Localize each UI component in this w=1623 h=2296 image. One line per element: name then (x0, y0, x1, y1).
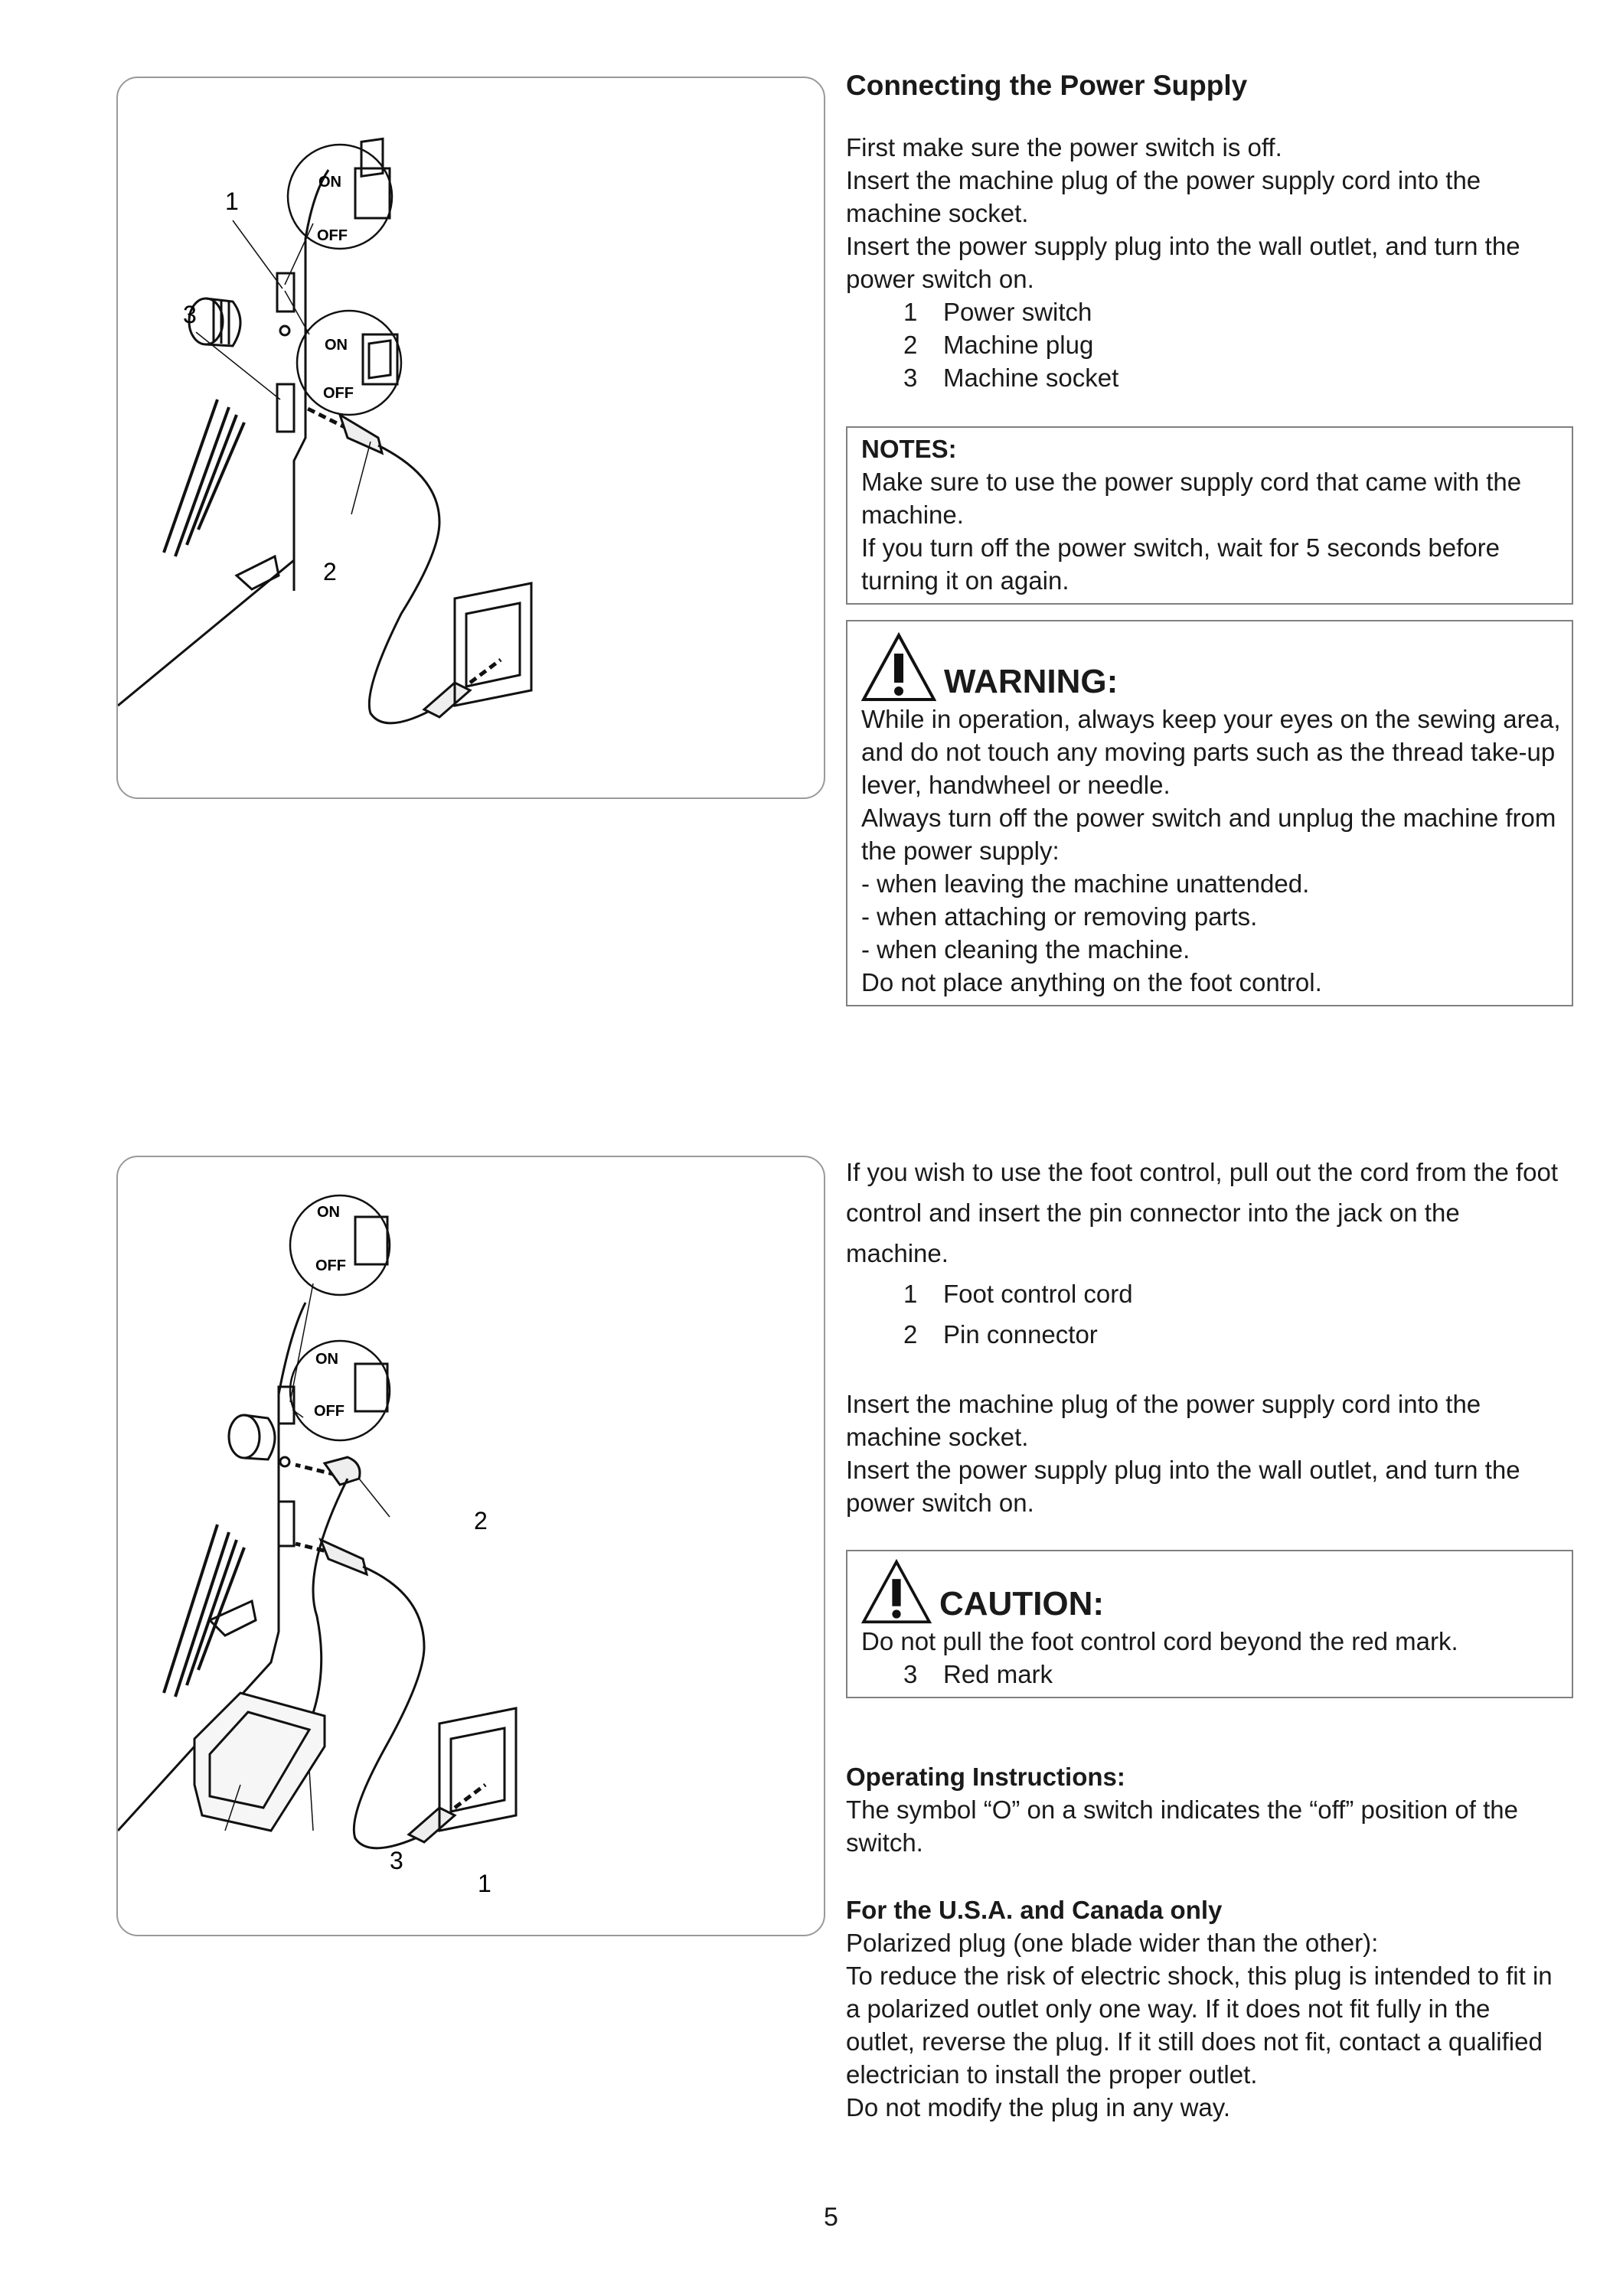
figure-foot-control-connection (116, 1156, 825, 1936)
fig2-switch-off-label-2: OFF (314, 1403, 345, 1420)
list-item-label: Machine plug (943, 331, 1094, 359)
section-connecting-power (846, 69, 1558, 394)
paragraph: Insert the machine plug of the power supply cord into the machine socket. (846, 166, 1481, 227)
foot-control-icon (194, 1693, 325, 1831)
fig2-switch-on-label-2: ON (315, 1351, 338, 1368)
list-item-label: Red mark (943, 1660, 1053, 1688)
list-item-label: Foot control cord (943, 1280, 1133, 1308)
caution-title: CAUTION: (939, 1585, 1105, 1623)
section-usa-canada (846, 1893, 1558, 2124)
machine-body-outline (118, 170, 328, 706)
paragraph: First make sure the power switch is off. (846, 133, 1282, 161)
warning-line: Do not place anything on the foot control. (861, 968, 1322, 996)
section-foot-control (846, 1152, 1558, 1355)
bracket-shape (210, 1601, 256, 1636)
machine-plug-icon (340, 415, 382, 453)
caution-box (846, 1550, 1573, 1698)
power-cord (354, 1567, 432, 1848)
warning-title: WARNING: (944, 663, 1118, 700)
section-heading: Connecting the Power Supply (846, 70, 1248, 101)
handwheel-knob-icon (189, 298, 240, 346)
notes-line: If you turn off the power switch, wait for 5 seconds before turning it on again. (861, 533, 1500, 595)
switch-off-zoom-circle (290, 1195, 390, 1295)
list-item-number: 2 (903, 331, 918, 359)
foot-control-illustration (118, 1157, 824, 1935)
list-item (861, 1658, 1564, 1691)
machine-socket-slot (277, 384, 294, 432)
caution-triangle-icon (861, 1559, 932, 1625)
figure-power-connection (116, 77, 825, 799)
warning-header (861, 626, 1564, 703)
list-item-number: 3 (903, 1660, 918, 1688)
fig1-switch-off-label-2: OFF (323, 385, 354, 402)
switch-detail-off (355, 1217, 387, 1264)
list-item (903, 361, 1558, 394)
list-item (903, 1274, 1558, 1314)
fig2-switch-on-label: ON (317, 1204, 340, 1221)
fig1-switch-off-label: OFF (317, 227, 348, 244)
fig2-callout-3: 3 (390, 1847, 403, 1874)
parts-list (846, 295, 1558, 394)
power-connection-illustration (118, 78, 824, 797)
list-item-label: Power switch (943, 298, 1092, 326)
list-item-label: Machine socket (943, 364, 1119, 392)
wall-plug-icon (424, 683, 470, 717)
paragraph: Do not modify the plug in any way. (846, 2093, 1230, 2122)
pin-connector-icon (325, 1457, 360, 1485)
fig1-callout-2: 2 (323, 558, 337, 585)
wall-plug-icon (409, 1808, 455, 1842)
warning-line: - when leaving the machine unattended. (861, 869, 1310, 898)
list-item-number: 3 (903, 364, 918, 392)
notes-box (846, 426, 1573, 605)
fig1-callout-3: 3 (183, 301, 197, 328)
jack-hole (280, 326, 289, 335)
warning-box (846, 620, 1573, 1006)
warning-line: - when cleaning the machine. (861, 935, 1190, 964)
switch-detail-on (355, 1364, 387, 1411)
paragraph: Insert the power supply plug into the wall outlet, and turn the power switch on. (846, 232, 1520, 293)
list-item-number: 1 (903, 1280, 918, 1308)
section-operating-instructions (846, 1760, 1558, 1859)
machine-hatching (164, 400, 244, 556)
paragraph: Insert the machine plug of the power supply cord into the machine socket. (846, 1390, 1481, 1451)
paragraph: Polarized plug (one blade wider than the other): (846, 1929, 1379, 1957)
warning-triangle-icon (861, 632, 936, 703)
list-item (903, 328, 1558, 361)
warning-line: - when attaching or removing parts. (861, 902, 1258, 931)
usa-heading: For the U.S.A. and Canada only (846, 1896, 1223, 1924)
handwheel-knob-icon (229, 1415, 275, 1459)
machine-socket-slot (279, 1502, 294, 1546)
list-item (903, 295, 1558, 328)
fig2-callout-2: 2 (474, 1507, 488, 1534)
jack-hole (280, 1457, 289, 1466)
switch-on-zoom-circle (290, 1341, 390, 1440)
fig2-switch-off-label: OFF (315, 1257, 346, 1274)
caution-line: Do not pull the foot control cord beyond the red mark. (861, 1627, 1458, 1655)
foot-control-parts-list (846, 1274, 1558, 1355)
caution-header (861, 1556, 1564, 1625)
fig1-switch-on-label-2: ON (325, 337, 348, 354)
notes-title: NOTES: (861, 435, 957, 463)
warning-line: Always turn off the power switch and unplug the machine from the power supply: (861, 804, 1556, 865)
notes-line: Make sure to use the power supply cord that came with the machine. (861, 468, 1522, 529)
machine-plug-icon (321, 1540, 367, 1574)
fig1-switch-on-label: ON (318, 174, 341, 191)
list-item-label: Pin connector (943, 1320, 1098, 1349)
list-item (903, 1314, 1558, 1355)
operating-heading: Operating Instructions: (846, 1763, 1125, 1791)
bracket-shape (237, 556, 279, 589)
page-number: 5 (824, 2203, 838, 2232)
paragraph: Insert the power supply plug into the wall outlet, and turn the power switch on. (846, 1456, 1520, 1517)
list-item-number: 1 (903, 298, 918, 326)
power-cord (369, 445, 439, 723)
paragraph: If you wish to use the foot control, pull out the cord from the foot control and insert the pin connector into the jack on the machine. (846, 1158, 1559, 1267)
fig1-callout-1: 1 (225, 188, 239, 215)
warning-line: While in operation, always keep your eyes on the sewing area, and do not touch any moving parts such as the thread take-up lever, handwheel or needle. (861, 705, 1561, 799)
paragraph: The symbol “O” on a switch indicates the “off” position of the switch. (846, 1795, 1518, 1857)
paragraph: To reduce the risk of electric shock, this plug is intended to fit in a polarized outlet only one way. If it does not fit fully in the outlet, reverse the plug. If it still does not fit, contact a qualified electrician to install the proper outlet. (846, 1962, 1553, 2089)
list-item-number: 2 (903, 1320, 918, 1349)
section-foot-control-power (846, 1388, 1558, 1519)
fig2-callout-1: 1 (478, 1870, 491, 1897)
